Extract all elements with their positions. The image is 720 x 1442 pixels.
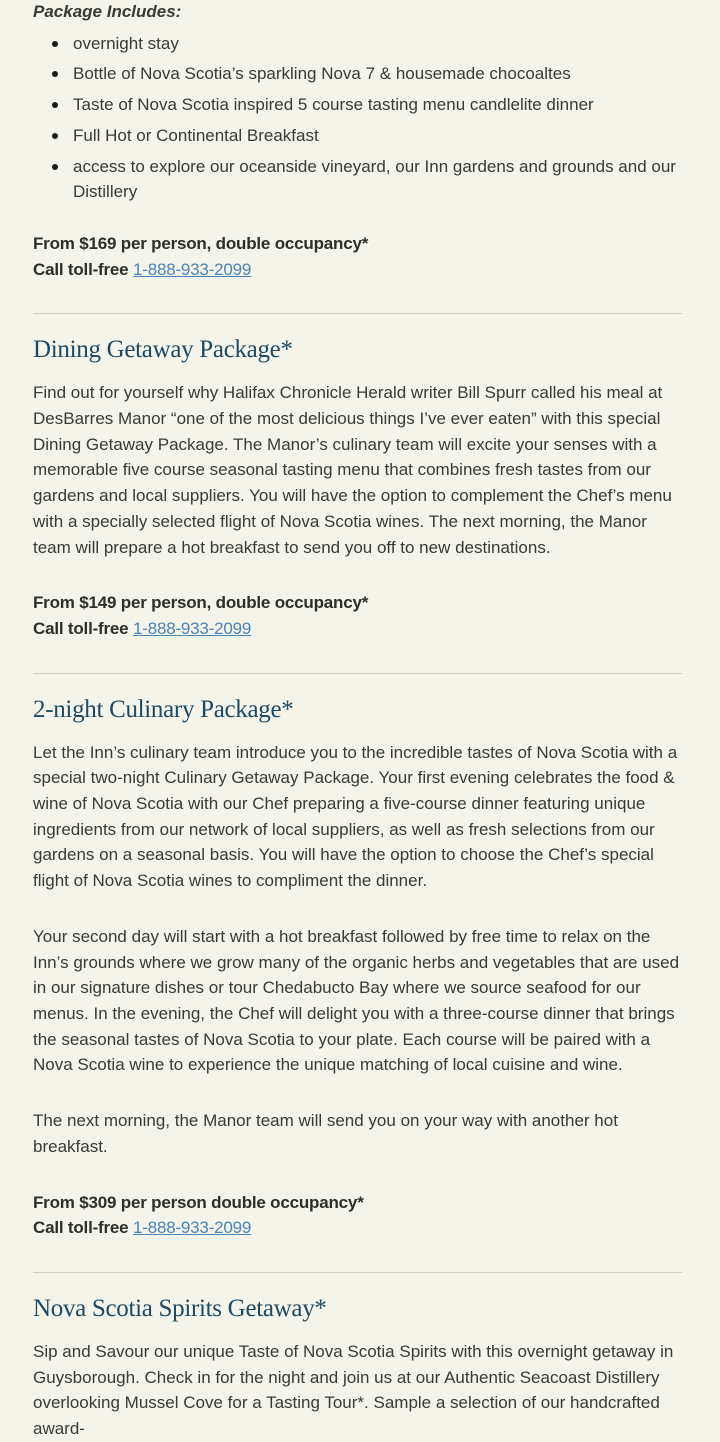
- call-line: [33, 616, 682, 642]
- call-label: Call toll-free: [33, 1218, 129, 1238]
- divider: [33, 673, 682, 674]
- section-paragraph: Let the Inn’s culinary team introduce you to the incredible tastes of Nova Scotia with a special two-night Culinary Getaway Package. Your first evening celebrates the food & wine of Nova Scotia with our Chef preparing a five-course dinner featuring unique ingredients from our network of local suppliers, as well as fresh selections from our gardens on a seasonal basis. You will have the option to choose the Chef’s special flight of Nova Scotia wines to compliment the dinner.: [33, 742, 678, 891]
- divider: [33, 1272, 682, 1273]
- price-text: From $169 per person, double occupancy*: [33, 233, 369, 253]
- call-label: Call toll-free: [33, 259, 129, 279]
- phone-link[interactable]: 1-888-933-2099: [132, 259, 252, 279]
- price-text: From $309 per person double occupancy*: [33, 1192, 364, 1212]
- call-line: [33, 1215, 682, 1241]
- section-paragraph: Find out for yourself why Halifax Chronicle Herald writer Bill Spurr called his meal at DesBarres Manor “one of the most delicious things I’ve ever eaten” with this special Dining Getaway Package. The Manor’s culinary team will excite your senses with a memorable five course seasonal tasting menu that combines fresh tastes from our gardens and local suppliers. You will have the option to complement the Chef’s menu with a specially selected flight of Nova Scotia wines. The next morning, the Manor team will prepare a hot breakfast to send you off to new destinations.: [33, 383, 672, 557]
- list-item: overnight stay: [73, 31, 682, 57]
- divider: [33, 313, 682, 314]
- list-item: Bottle of Nova Scotia’s sparkling Nova 7 & housemade chocoaltes: [73, 61, 682, 87]
- section-paragraph: Sip and Savour our unique Taste of Nova Scotia Spirits with this overnight getaway in Guysborough. Check in for the night and join us at our Authentic Seacoast Distillery overlooking Mussel Cove for a Tasting Tour*. Sample a selection of our handcrafted award-: [33, 1341, 674, 1439]
- section-title: Nova Scotia Spirits Getaway*: [33, 1294, 327, 1322]
- list-item: Taste of Nova Scotia inspired 5 course tasting menu candlelite dinner: [73, 92, 682, 118]
- price-block: [33, 1190, 682, 1241]
- list-item: access to explore our oceanside vineyard, our Inn gardens and grounds and our Distillery: [73, 154, 682, 205]
- package-includes-list: [33, 31, 682, 205]
- phone-link[interactable]: 1-888-933-2099: [132, 618, 252, 638]
- list-item: Full Hot or Continental Breakfast: [73, 123, 682, 149]
- price-block: [33, 590, 682, 641]
- call-label: Call toll-free: [33, 618, 129, 638]
- package-includes-heading: Package Includes:: [33, 2, 182, 21]
- price-block: [33, 231, 682, 282]
- spirits-getaway-section: [33, 1294, 682, 1442]
- section-title: 2-night Culinary Package*: [33, 695, 294, 723]
- phone-link[interactable]: 1-888-933-2099: [132, 1218, 252, 1238]
- dining-getaway-section: [33, 335, 682, 641]
- price-text: From $149 per person, double occupancy*: [33, 593, 369, 613]
- culinary-package-section: [33, 695, 682, 1241]
- section-paragraph: The next morning, the Manor team will send you on your way with another hot breakfast.: [33, 1111, 618, 1156]
- section-title: Dining Getaway Package*: [33, 336, 293, 364]
- content-column: [33, 0, 682, 1442]
- call-line: [33, 257, 682, 283]
- package-includes-block: [33, 0, 682, 282]
- section-paragraph: Your second day will start with a hot breakfast followed by free time to relax on the Inn’s grounds where we grow many of the organic herbs and vegetables that are used in our signature dishes or tour Chedabucto Bay where we source seafood for our menus. In the evening, the Chef will delight you with a three-course dinner that brings the seasonal tastes of Nova Scotia to your plate. Each course will be paired with a Nova Scotia wine to experience the unique matching of local cuisine and wine.: [33, 926, 680, 1075]
